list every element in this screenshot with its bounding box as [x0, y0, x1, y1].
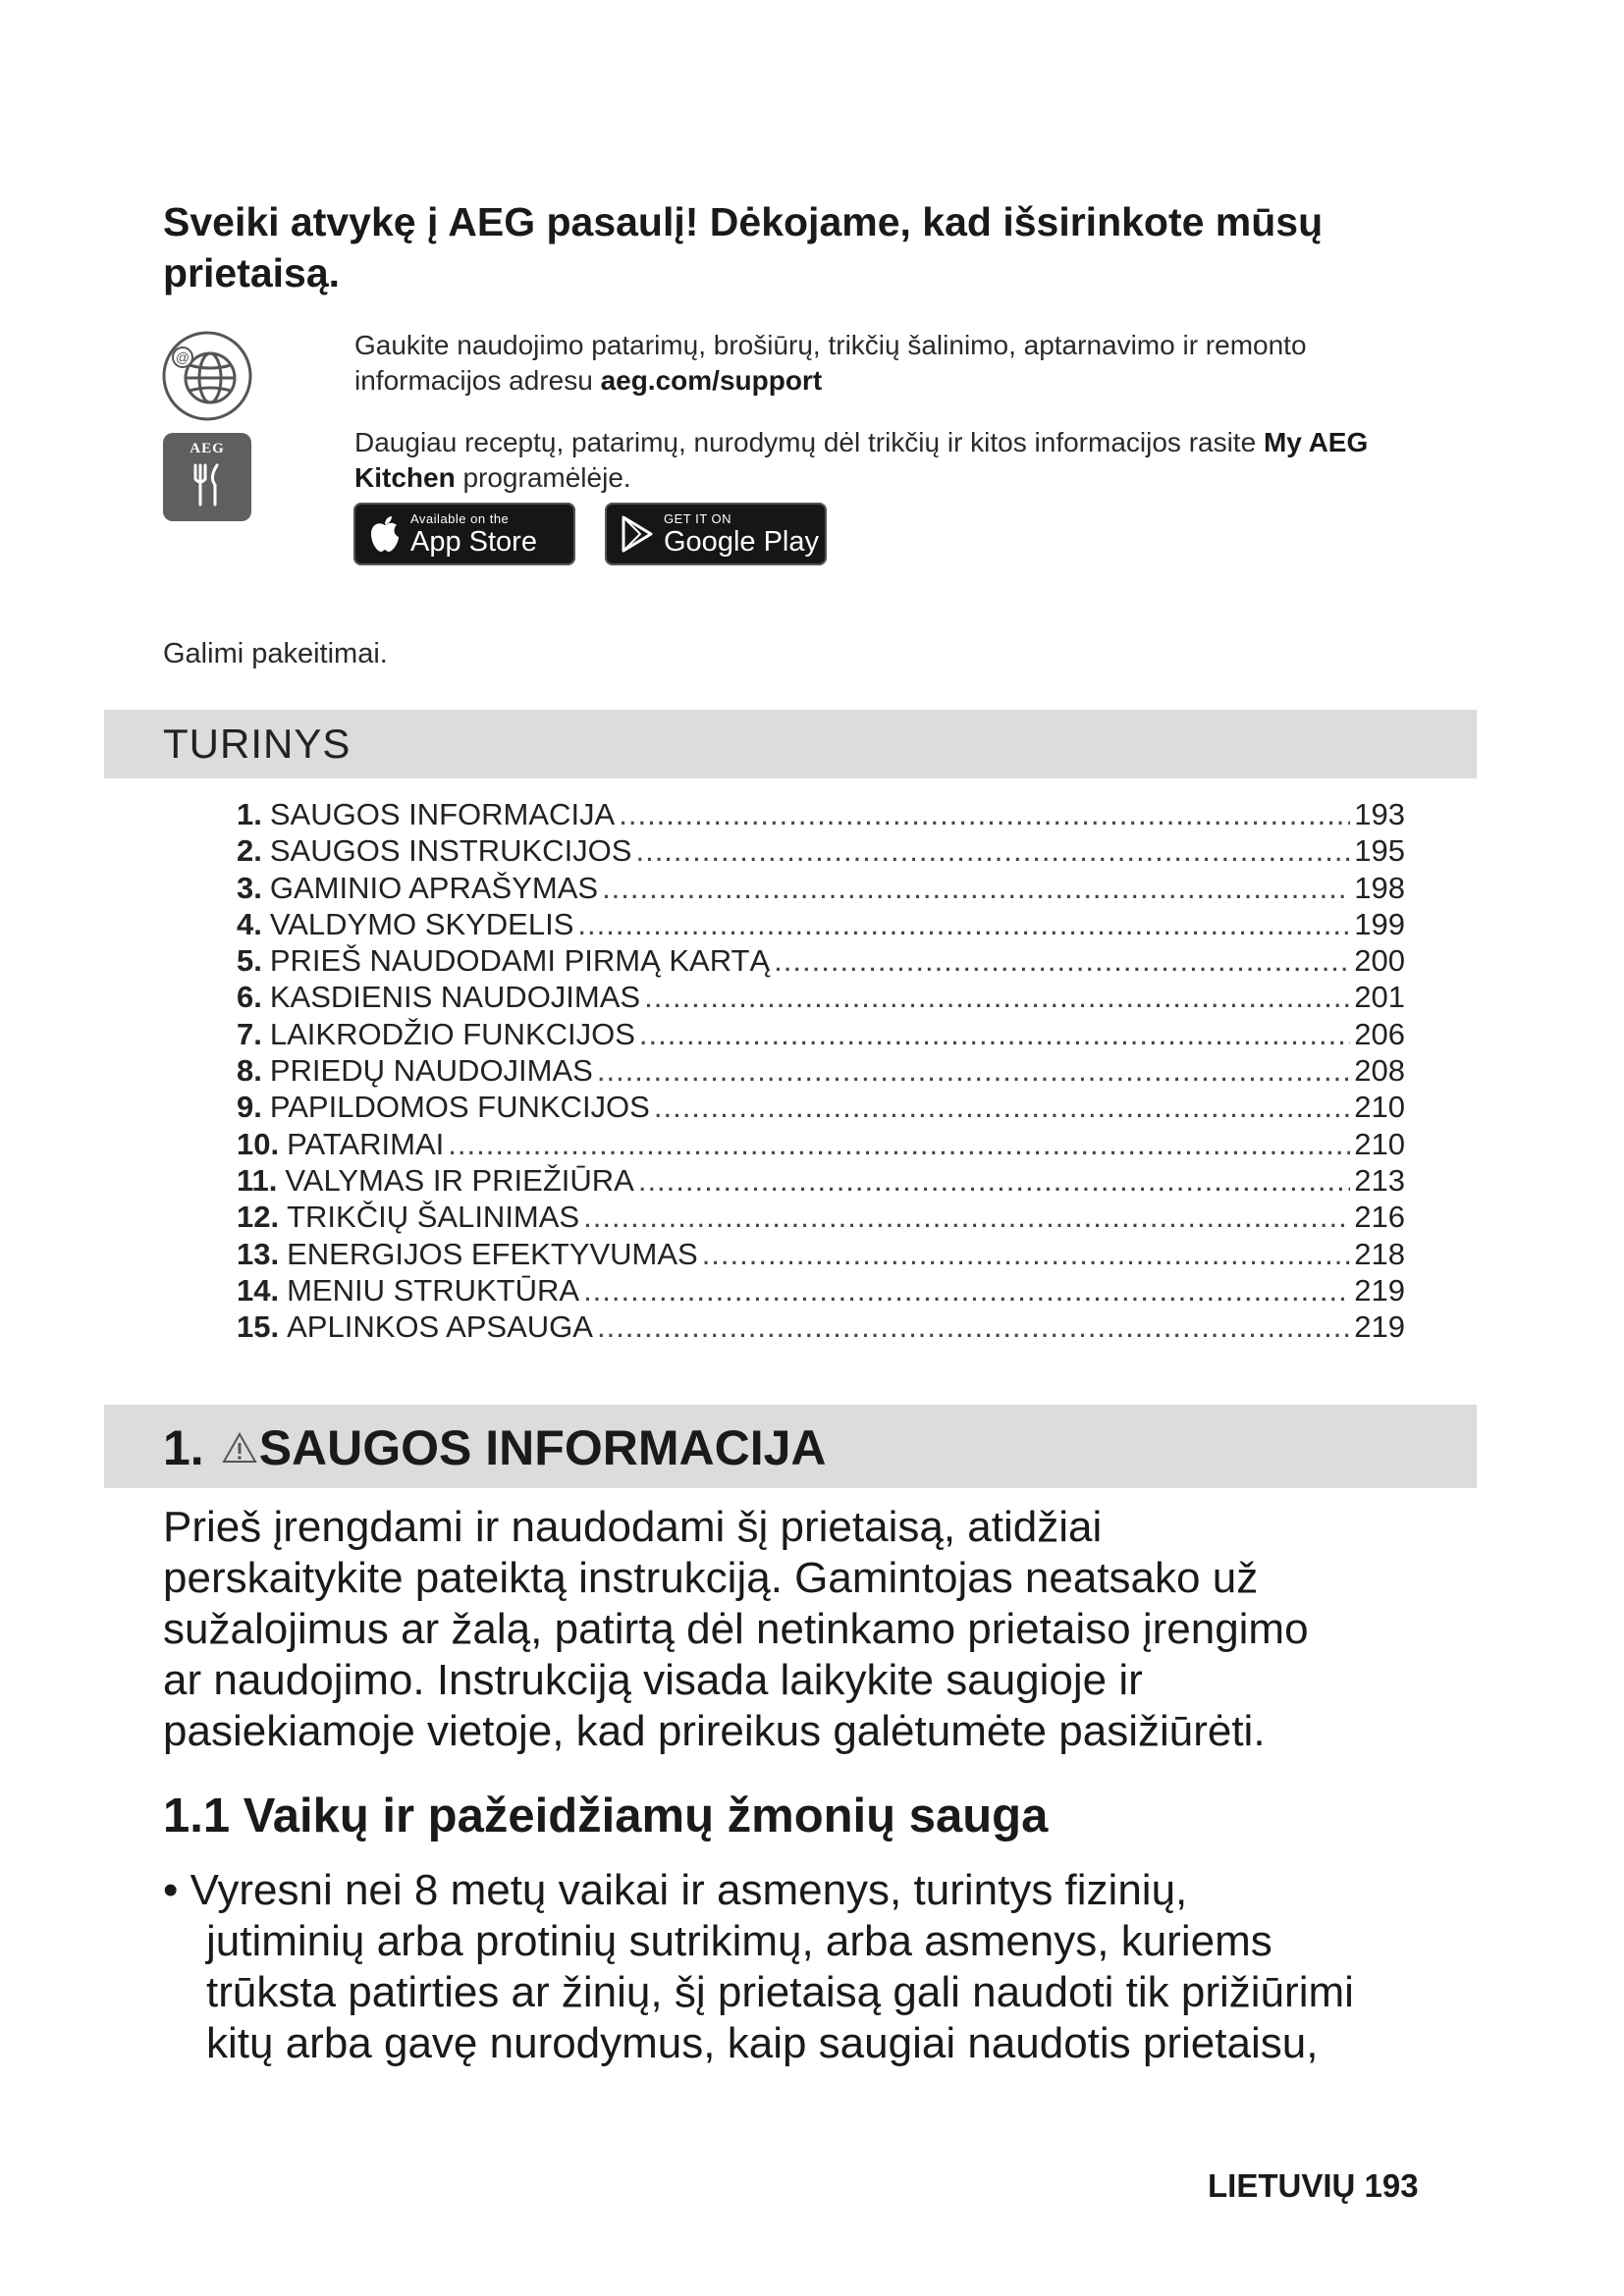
- toc-item-page: 193: [1354, 797, 1405, 831]
- toc-item[interactable]: 15. APLINKOS APSAUGA ..... 219: [237, 1308, 1405, 1345]
- aeg-app-icon-brand: AEG: [189, 441, 225, 456]
- toc-item-label: GAMINIO APRAŠYMAS: [269, 870, 599, 905]
- cutlery-icon: [188, 463, 227, 507]
- toc-title: TURINYS: [163, 721, 352, 767]
- toc-item-page: 200: [1354, 943, 1405, 979]
- toc-item-label: LAIKRODŽIO FUNKCIJOS: [269, 1016, 635, 1051]
- toc-item-page: 210: [1354, 1126, 1405, 1161]
- toc-item-label: SAUGOS INSTRUKCIJOS: [269, 833, 632, 869]
- svg-text:@: @: [175, 349, 190, 365]
- toc-item[interactable]: 11. VALYMAS IR PRIEŽIŪRA ..... 213: [237, 1162, 1405, 1199]
- toc-item[interactable]: 5. PRIEŠ NAUDODAMI PIRMĄ KARTĄ ..... 200: [237, 942, 1405, 979]
- aeg-app-icon: [163, 433, 251, 521]
- toc-item-page: 208: [1354, 1053, 1405, 1089]
- welcome-line-1: Sveiki atvykę į AEG pasaulį! Dėkojame, kad išsirinkote mūsų: [163, 199, 1324, 244]
- toc-item-label: VALDYMO SKYDELIS: [269, 906, 574, 941]
- toc-item-page: 213: [1354, 1162, 1405, 1198]
- google-play-big-text: Google Play: [664, 525, 819, 558]
- section-1-intro: Prieš įrengdami ir naudodami šį prietaisą, atidžiai perskaitykite pateiktą instrukciją. Gamintojas neatsako už sužalojimus ar žalą, patirtą dėl netinkamo prietaiso įrengimo ar naudojimo. Instrukciją visada laikykite saugioje ir pasiekiamoje vietoje, kad prireikus galėtumėte pasižiūrėti.: [163, 1503, 1309, 1755]
- app-info-line-1: Daugiau receptų, patarimų, nurodymų dėl trikčių ir kitos informacijos rasite My AEG: [354, 427, 1369, 457]
- toc-item-page: 195: [1354, 833, 1405, 869]
- app-info: [354, 425, 1454, 496]
- toc-item-page: 199: [1354, 906, 1405, 941]
- section-1-number: 1.: [163, 1420, 204, 1475]
- warning-icon: [222, 1432, 257, 1464]
- toc-item-label: KASDIENIS NAUDOJIMAS: [269, 980, 641, 1015]
- play-icon: [621, 515, 654, 553]
- toc-item[interactable]: 6. KASDIENIS NAUDOJIMAS ..... 201: [237, 979, 1405, 1015]
- toc-item-label: TRIKČIŲ ŠALINIMAS: [287, 1200, 580, 1235]
- toc-item-label: PRIEDŲ NAUDOJIMAS: [269, 1053, 593, 1089]
- apple-icon: [369, 515, 401, 553]
- changes-note: Galimi pakeitimai.: [163, 638, 388, 669]
- toc-item-page: 201: [1354, 980, 1405, 1015]
- toc-item-page: 219: [1354, 1309, 1405, 1345]
- toc-item[interactable]: 12. TRIKČIŲ ŠALINIMAS ..... 216: [237, 1199, 1405, 1235]
- support-info-line-1: Gaukite naudojimo patarimų, brošiūrų, trikčių šalinimo, aptarnavimo ir remonto: [354, 330, 1307, 360]
- toc-item-page: 216: [1354, 1200, 1405, 1235]
- page-footer: LIETUVIŲ 193: [1208, 2167, 1419, 2204]
- section-1-title-text: SAUGOS INFORMACIJA: [258, 1420, 827, 1475]
- globe-icon: [161, 330, 253, 422]
- toc-item[interactable]: 7. LAIKRODŽIO FUNKCIJOS ..... 206: [237, 1016, 1405, 1052]
- app-info-line-2: Kitchen programėlėje.: [354, 462, 631, 493]
- welcome-line-2: prietaisą.: [163, 250, 341, 295]
- toc-item-page: 218: [1354, 1236, 1405, 1271]
- section-1-title: [163, 1419, 827, 1476]
- toc-item[interactable]: 14. MENIU STRUKTŪRA ..... 219: [237, 1272, 1405, 1308]
- toc-item-page: 210: [1354, 1090, 1405, 1125]
- toc-item-page: 206: [1354, 1016, 1405, 1051]
- toc-item[interactable]: 8. PRIEDŲ NAUDOJIMAS ..... 208: [237, 1052, 1405, 1089]
- toc-item-label: APLINKOS APSAUGA: [287, 1309, 593, 1345]
- toc-item-label: PAPILDOMOS FUNKCIJOS: [269, 1090, 650, 1125]
- support-info: [354, 328, 1435, 399]
- toc-item[interactable]: 9. PAPILDOMOS FUNKCIJOS ..... 210: [237, 1089, 1405, 1125]
- support-info-line-2: informacijos adresu aeg.com/support: [354, 365, 823, 396]
- toc-item-label: PRIEŠ NAUDODAMI PIRMĄ KARTĄ: [269, 943, 771, 979]
- toc-item-page: 219: [1354, 1272, 1405, 1308]
- app-name-part-2: Kitchen: [354, 462, 456, 493]
- toc-list: [237, 796, 1405, 1345]
- toc-item[interactable]: 4. VALDYMO SKYDELIS ..... 199: [237, 906, 1405, 942]
- support-url[interactable]: aeg.com/support: [600, 365, 823, 396]
- google-play-badge[interactable]: [605, 503, 827, 565]
- welcome-heading: [163, 196, 1439, 298]
- toc-item[interactable]: 10. PATARIMAI ..... 210: [237, 1126, 1405, 1162]
- toc-item[interactable]: 13. ENERGIJOS EFEKTYVUMAS ..... 218: [237, 1236, 1405, 1272]
- toc-item-label: MENIU STRUKTŪRA: [287, 1272, 580, 1308]
- bullet-item: • Vyresni nei 8 metų vaikai ir asmenys, turintys fizinių, jutiminių arba protinių sutrikimų, arba asmenys, kuriems trūksta patirties ar žinių, šį prietaisą gali naudoti tik prižiūrimi kitų arba gavę nurodymus, kaip saugiai naudotis prietaisu,: [163, 1866, 1354, 2067]
- app-name-part-1: My AEG: [1263, 427, 1369, 457]
- toc-item[interactable]: 1. SAUGOS INFORMACIJA ..... 193: [237, 796, 1405, 832]
- subsection-1-1-title: 1.1 Vaikų ir pažeidžiamų žmonių sauga: [163, 1789, 1049, 1842]
- toc-item-label: PATARIMAI: [287, 1126, 445, 1161]
- app-store-badge[interactable]: [353, 503, 575, 565]
- google-play-small-text: GET IT ON: [664, 510, 732, 526]
- app-store-big-text: App Store: [410, 525, 537, 558]
- app-store-small-text: Available on the: [410, 510, 510, 526]
- toc-item-label: ENERGIJOS EFEKTYVUMAS: [287, 1236, 698, 1271]
- toc-item-page: 198: [1354, 870, 1405, 905]
- toc-item[interactable]: 3. GAMINIO APRAŠYMAS ..... 198: [237, 870, 1405, 906]
- toc-item[interactable]: 2. SAUGOS INSTRUKCIJOS ..... 195: [237, 832, 1405, 869]
- toc-item-label: SAUGOS INFORMACIJA: [269, 797, 616, 831]
- toc-item-label: VALYMAS IR PRIEŽIŪRA: [285, 1162, 634, 1198]
